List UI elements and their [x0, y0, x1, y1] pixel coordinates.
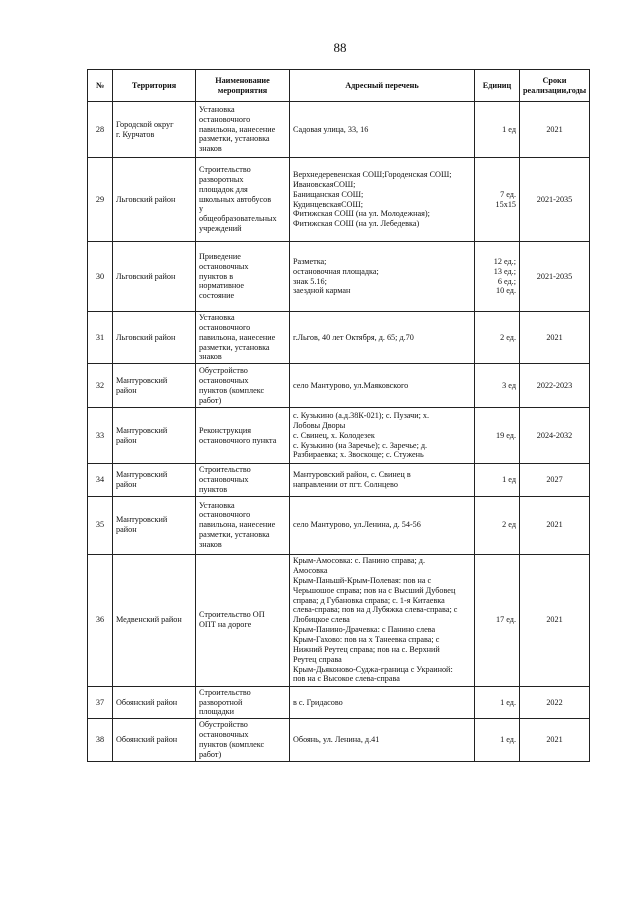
cell-measures: [196, 102, 290, 158]
measures-line: Установка: [199, 500, 235, 510]
address-line: село Мантурово, ул.Ленина, д. 54-56: [293, 520, 421, 530]
measures-line: Обустройство: [199, 366, 248, 376]
cell-address: [290, 158, 475, 242]
unit-line: 3 ед: [502, 380, 516, 390]
measures-line: остановочных: [199, 375, 249, 385]
table-row: [88, 719, 590, 761]
measures-line: состояние: [199, 291, 235, 301]
cell-num: 31: [88, 312, 113, 364]
measures-line: Установка: [199, 104, 235, 114]
measures-line: Приведение: [199, 251, 241, 261]
territory-line: Обоянский район: [116, 697, 178, 707]
cell-num: 33: [88, 408, 113, 464]
measures-line: Строительство ОП: [199, 610, 265, 620]
address-line: Любицкое слева: [293, 615, 350, 625]
unit-line: 7 ед.: [500, 189, 516, 199]
cell-unit: [475, 686, 520, 719]
unit-line: 2 ед: [502, 520, 516, 530]
measures-line: остановочных: [199, 730, 249, 740]
cell-measures: [196, 312, 290, 364]
cell-measures: [196, 554, 290, 686]
measures-line: ОПТ на дороге: [199, 620, 252, 630]
unit-line: 2 ед.: [500, 332, 516, 342]
territory-line: Медвенский район: [116, 615, 182, 625]
cell-measures: [196, 242, 290, 312]
address-line: Разбираевка; х. Звоскоще; с. Стужень: [293, 450, 424, 460]
address-line: село Мантурово, ул.Маяковского: [293, 380, 409, 390]
cell-territory: [113, 242, 196, 312]
cell-address: [290, 242, 475, 312]
cell-address: [290, 464, 475, 497]
address-line: Крым-Амосовка: с. Панино справа; д.: [293, 556, 425, 566]
cell-measures: [196, 686, 290, 719]
cell-territory: [113, 496, 196, 554]
address-line: с. Кузькино (а.д.38К-021); с. Пузачи; х.: [293, 411, 430, 421]
table-row: [88, 496, 590, 554]
territory-line: Обоянский район: [116, 735, 178, 745]
address-line: Крым-Паньшй-Крым-Полевая: пов на с: [293, 575, 432, 585]
cell-num: 38: [88, 719, 113, 761]
address-line: Садовая улица, 33, 16: [293, 124, 369, 134]
measures-line: Строительство: [199, 687, 251, 697]
cell-terms: 2021: [520, 719, 590, 761]
cell-address: [290, 408, 475, 464]
cell-num: 35: [88, 496, 113, 554]
measures-line: общеобразовательных: [199, 214, 277, 224]
measures-line: остановочного пункта: [199, 435, 277, 445]
cell-terms: 2021: [520, 554, 590, 686]
cell-num: 32: [88, 364, 113, 408]
table-row: [88, 158, 590, 242]
page-number: 88: [333, 40, 347, 55]
header-num: №: [88, 70, 113, 102]
address-line: КудинцевскаяСОШ;: [293, 199, 363, 209]
measures-line: разметки, установка: [199, 134, 270, 144]
cell-num: 36: [88, 554, 113, 686]
table-row: [88, 242, 590, 312]
measures-line: работ): [199, 749, 222, 759]
unit-line: 1 ед.: [500, 697, 516, 707]
cell-territory: [113, 312, 196, 364]
table-row: [88, 102, 590, 158]
table-row: [88, 464, 590, 497]
cell-terms: 2021: [520, 312, 590, 364]
cell-territory: [113, 719, 196, 761]
address-line: Реутец справа: [293, 654, 342, 664]
address-line: направлении от пгт. Солнцево: [293, 479, 398, 489]
measures-line: остановочного: [199, 510, 251, 520]
address-line: слева-справа; пов на д Лубяжка слева-справа; с: [293, 605, 458, 615]
address-line: Банищанская СОШ;: [293, 189, 364, 199]
measures-line: пунктов (комплекс: [199, 385, 265, 395]
territory-line: Льговский район: [116, 332, 176, 342]
cell-measures: [196, 158, 290, 242]
address-line: Крым-Панино-Драчевка: с Панино слева: [293, 625, 436, 635]
header-unit: Единиц: [475, 70, 520, 102]
measures-line: остановочных: [199, 475, 249, 485]
address-line: Фитижская СОШ (на ул. Лебедевка): [293, 219, 420, 229]
cell-terms: 2027: [520, 464, 590, 497]
cell-unit: [475, 719, 520, 761]
address-line: Мантуровский район, с. Свинец в: [293, 470, 411, 480]
unit-line: 17 ед.: [496, 615, 516, 625]
measures-line: разворотной: [199, 697, 243, 707]
measures-line: у: [199, 204, 204, 214]
measures-line: разметки, установка: [199, 342, 270, 352]
cell-territory: [113, 464, 196, 497]
table-header-row: [88, 70, 590, 102]
territory-line: Льговский район: [116, 194, 176, 204]
address-line: с. Свинец, х. Колодезек: [293, 430, 375, 440]
cell-address: [290, 686, 475, 719]
measures-line: знаков: [199, 540, 222, 550]
territory-line: Мантуровский: [116, 515, 168, 525]
measures-line: павильона, нанесение: [199, 332, 276, 342]
measures-line: нормативное: [199, 281, 245, 291]
address-line: остановочная площадка;: [293, 266, 379, 276]
cell-address: [290, 719, 475, 761]
measures-line: пунктов в: [199, 271, 234, 281]
table-body: [88, 102, 590, 762]
measures-line: павильона, нанесение: [199, 124, 276, 134]
address-line: Амосовка: [293, 566, 328, 576]
cell-unit: [475, 102, 520, 158]
address-line: Фитижская СОШ (на ул. Молодежная);: [293, 209, 430, 219]
cell-unit: [475, 158, 520, 242]
territory-line: район: [116, 385, 137, 395]
unit-line: 1 ед: [502, 124, 516, 134]
unit-line: 6 ед.;: [497, 276, 516, 286]
address-line: знак 5.16;: [293, 276, 327, 286]
header-terms: Сроки реализации,годы: [520, 70, 590, 102]
table-row: [88, 408, 590, 464]
cell-address: [290, 364, 475, 408]
table-row: [88, 554, 590, 686]
cell-num: 28: [88, 102, 113, 158]
cell-territory: [113, 408, 196, 464]
measures-line: школьных автобусов: [199, 194, 272, 204]
address-line: Черьшошое справа; пов на с Высший Дубовец: [293, 585, 456, 595]
cell-territory: [113, 158, 196, 242]
address-line: Нижний Реутец справа; пов на с. Верхний: [293, 644, 440, 654]
cell-unit: [475, 364, 520, 408]
address-line: Крым-Дьяконово-Суджа-граница с Украиной:: [293, 664, 453, 674]
cell-terms: 2021: [520, 102, 590, 158]
cell-terms: 2021: [520, 496, 590, 554]
cell-territory: [113, 554, 196, 686]
unit-line: 15х15: [495, 199, 516, 209]
header-measures: Наименование мероприятия: [196, 70, 290, 102]
cell-terms: 2022-2023: [520, 364, 590, 408]
cell-unit: [475, 408, 520, 464]
cell-unit: [475, 464, 520, 497]
measures-line: Установка: [199, 313, 235, 322]
unit-line: 13 ед.;: [493, 266, 516, 276]
territory-line: Льговский район: [116, 271, 176, 281]
cell-terms: 2022: [520, 686, 590, 719]
address-line: в с. Гридасово: [293, 697, 343, 707]
cell-num: 29: [88, 158, 113, 242]
measures-line: знаков: [199, 352, 222, 362]
cell-address: [290, 496, 475, 554]
cell-measures: [196, 496, 290, 554]
address-line: заездной карман: [293, 286, 351, 296]
address-line: Лобовы Дворы: [293, 420, 346, 430]
address-line: ИвановскаяСОШ;: [293, 179, 356, 189]
measures-line: пунктов: [199, 484, 228, 494]
header-territory: Территория: [113, 70, 196, 102]
cell-unit: [475, 312, 520, 364]
cell-unit: [475, 554, 520, 686]
address-line: справа; д Губановка справа; с. 1-я Китаевка: [293, 595, 445, 605]
address-line: Верхнедеревенская СОШ;Городенская СОШ;: [293, 169, 452, 179]
measures-line: площадок для: [199, 184, 248, 194]
cell-measures: [196, 719, 290, 761]
cell-address: [290, 102, 475, 158]
measures-line: остановочных: [199, 261, 249, 271]
measures-line: пунктов (комплекс: [199, 739, 265, 749]
territory-line: Мантуровский: [116, 470, 168, 480]
territory-line: район: [116, 479, 137, 489]
address-line: Обоянь, ул. Ленина, д.41: [293, 735, 380, 745]
table-row: [88, 686, 590, 719]
cell-measures: [196, 364, 290, 408]
cell-territory: [113, 364, 196, 408]
cell-address: [290, 554, 475, 686]
territory-line: Городской округ: [116, 119, 174, 129]
measures-line: работ): [199, 395, 222, 405]
cell-measures: [196, 408, 290, 464]
cell-unit: [475, 496, 520, 554]
measures-line: Реконструкция: [199, 425, 252, 435]
cell-unit: [475, 242, 520, 312]
address-line: с. Кузькино (на Заречье); с. Заречье; д.: [293, 440, 428, 450]
cell-address: [290, 312, 475, 364]
cell-num: 30: [88, 242, 113, 312]
cell-terms: 2021-2035: [520, 242, 590, 312]
measures-line: остановочного: [199, 322, 251, 332]
table-row: [88, 364, 590, 408]
measures-line: Строительство: [199, 165, 251, 175]
territory-line: Мантуровский: [116, 375, 168, 385]
address-line: г.Льгов, 40 лет Октября, д. 65; д.70: [293, 332, 414, 342]
address-line: пов на с Высокое слева-справа: [293, 674, 400, 684]
cell-num: 37: [88, 686, 113, 719]
address-line: Разметка;: [293, 256, 327, 266]
cell-territory: [113, 102, 196, 158]
measures-line: знаков: [199, 144, 222, 154]
unit-line: 19 ед.: [496, 430, 516, 440]
measures-line: Строительство: [199, 465, 251, 475]
measures-line: павильона, нанесение: [199, 520, 276, 530]
measures-line: остановочного: [199, 114, 251, 124]
unit-line: 1 ед.: [500, 735, 516, 745]
measures-line: учреждений: [199, 224, 242, 234]
measures-table: [87, 69, 590, 762]
cell-terms: 2021-2035: [520, 158, 590, 242]
header-address: Адресный перечень: [290, 70, 475, 102]
cell-num: 34: [88, 464, 113, 497]
address-line: Крым-Гахово: пов на х Танеевка справа; с: [293, 635, 440, 645]
measures-line: разворотных: [199, 174, 244, 184]
territory-line: Мантуровский: [116, 425, 168, 435]
unit-line: 12 ед.;: [493, 256, 516, 266]
measures-line: площадки: [199, 707, 235, 717]
cell-territory: [113, 686, 196, 719]
measures-line: разметки, установка: [199, 530, 270, 540]
cell-terms: 2024-2032: [520, 408, 590, 464]
table-row: [88, 312, 590, 364]
territory-line: район: [116, 525, 137, 535]
unit-line: 1 ед: [502, 475, 516, 485]
cell-measures: [196, 464, 290, 497]
territory-line: г. Курчатов: [116, 129, 155, 139]
measures-line: Обустройство: [199, 720, 248, 730]
territory-line: район: [116, 435, 137, 445]
unit-line: 10 ед.: [496, 286, 516, 296]
